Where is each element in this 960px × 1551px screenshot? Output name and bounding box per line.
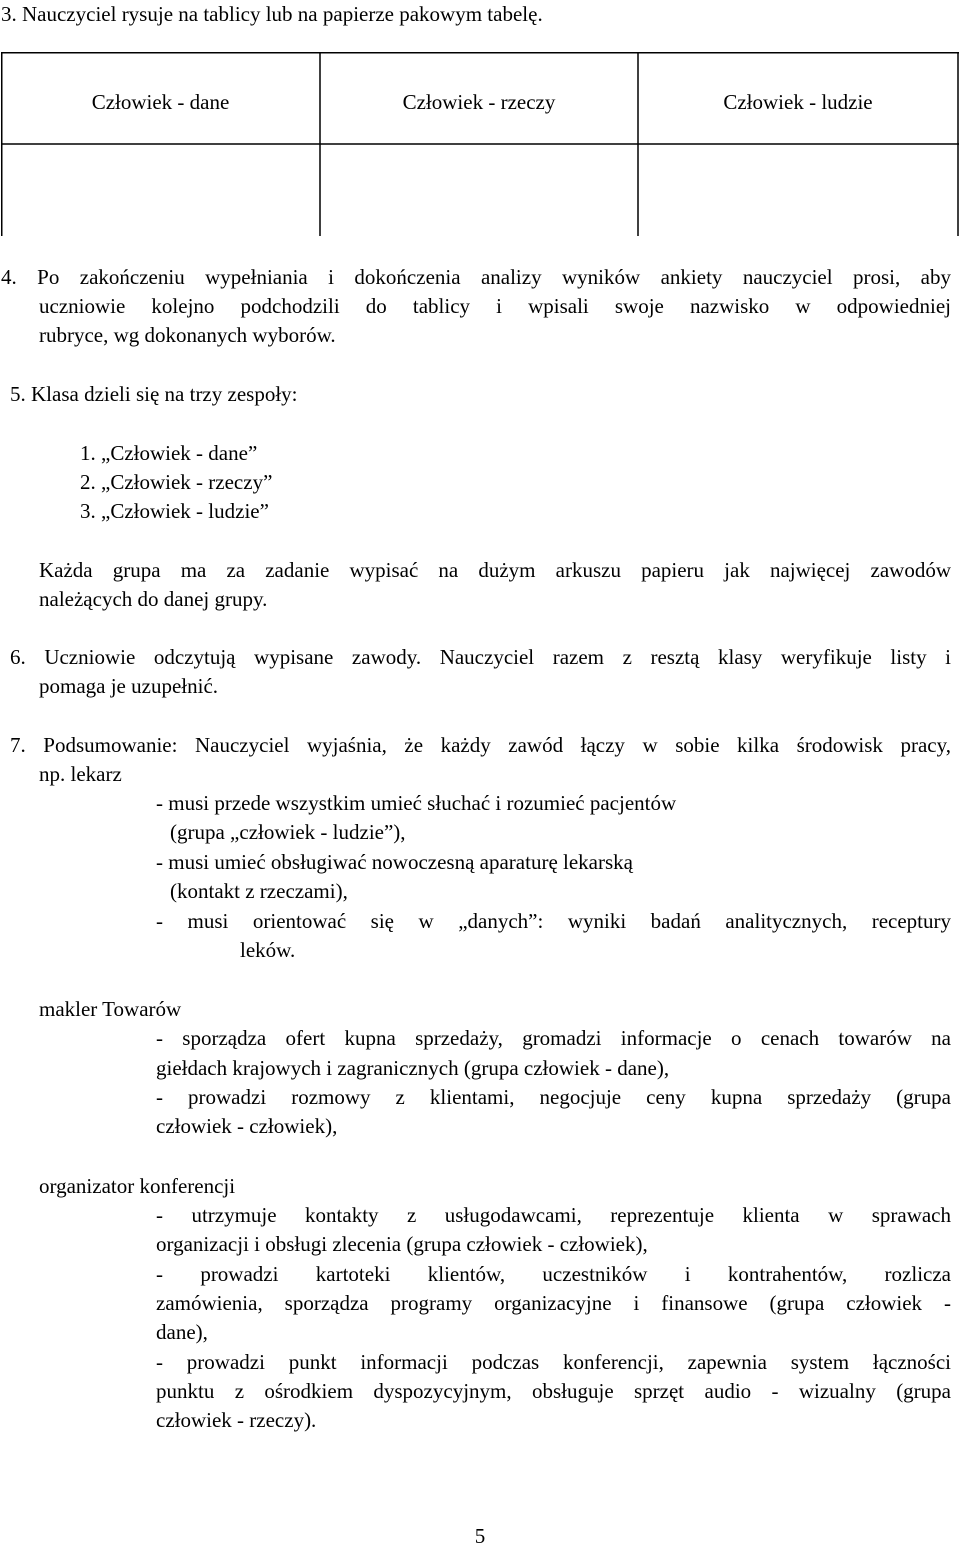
item-5-task-line-2: należących do danej grupy. — [39, 587, 268, 611]
organizator-line-7: punktu z ośrodkiem dyspozycyjnym, obsługuje sprzęt audio - wizualny (grupa — [156, 1379, 951, 1403]
lekarz-line-6: leków. — [240, 938, 296, 962]
organizator-line-3: - prowadzi kartoteki klientów, uczestników i kontrahentów, rozlicza — [156, 1262, 951, 1286]
professions-table — [1, 52, 959, 236]
organizator-line-8: człowiek - rzeczy). — [156, 1408, 317, 1432]
item-5-task-line-1: Każda grupa ma za zadanie wypisać na dużym arkuszu papieru jak najwięcej zawodów — [39, 558, 951, 582]
table-header-cell-ludzie — [638, 52, 958, 144]
lekarz-line-2: (grupa „człowiek - ludzie”), — [170, 820, 406, 844]
lekarz-line-4: (kontakt z rzeczami), — [170, 879, 348, 903]
team-3: 3. „Człowiek - ludzie” — [80, 499, 269, 523]
makler-line-1: - sporządza ofert kupna sprzedaży, gromadzi informacje o cenach towarów na — [156, 1026, 951, 1050]
organizator-line-6: - prowadzi punkt informacji podczas konferencji, zapewnia system łączności — [156, 1350, 951, 1374]
item-6-line-1: 6. Uczniowie odczytują wypisane zawody. Nauczyciel razem z resztą klasy weryfikuje listy i — [10, 645, 951, 669]
item-7-line-1: 7. Podsumowanie: Nauczyciel wyjaśnia, że każdy zawód łączy w sobie kilka środowisk pracy, — [10, 733, 951, 757]
organizator-line-5: dane), — [156, 1320, 208, 1344]
table-header-cell-rzeczy — [320, 52, 638, 144]
lekarz-line-1: - musi przede wszystkim umieć słuchać i rozumieć pacjentów — [156, 791, 677, 815]
makler-line-4: człowiek - człowiek), — [156, 1114, 338, 1138]
item-7-line-2: np. lekarz — [39, 762, 122, 786]
makler-line-2: giełdach krajowych i zagranicznych (grupa człowiek - dane), — [156, 1056, 670, 1080]
makler-title: makler Towarów — [39, 997, 182, 1021]
organizator-line-4: zamówienia, sporządza programy organizacyjne i finansowe (grupa człowiek - — [156, 1291, 951, 1315]
item-4-line-2: uczniowie kolejno podchodzili do tablicy i wpisali swoje nazwisko w odpowiedniej — [39, 294, 951, 318]
team-1: 1. „Człowiek - dane” — [80, 441, 258, 465]
lekarz-line-3: - musi umieć obsługiwać nowoczesną aparaturę lekarską — [156, 850, 633, 874]
table-header-ludzie: Człowiek - ludzie — [723, 90, 873, 114]
item-4-line-3: rubryce, wg dokonanych wyborów. — [39, 323, 336, 347]
organizator-title: organizator konferencji — [39, 1174, 236, 1198]
team-2: 2. „Człowiek - rzeczy” — [80, 470, 273, 494]
page-number: 5 — [474, 1524, 486, 1548]
table-header-cell-dane — [1, 52, 320, 144]
makler-line-3: - prowadzi rozmowy z klientami, negocjuje ceny kupna sprzedaży (grupa — [156, 1085, 951, 1109]
table-header-dane: Człowiek - dane — [91, 90, 230, 114]
item-5-intro: 5. Klasa dzieli się na trzy zespoły: — [10, 382, 298, 406]
item-3-text: 3. Nauczyciel rysuje na tablicy lub na papierze pakowym tabelę. — [1, 2, 543, 26]
item-4-line-1: 4. Po zakończeniu wypełniania i dokończenia analizy wyników ankiety nauczyciel prosi, aby — [1, 265, 951, 289]
item-6-line-2: pomaga je uzupełnić. — [39, 674, 219, 698]
organizator-line-2: organizacji i obsługi zlecenia (grupa człowiek - człowiek), — [156, 1232, 648, 1256]
lekarz-line-5: - musi orientować się w „danych”: wyniki badań analitycznych, receptury — [156, 909, 951, 933]
organizator-line-1: - utrzymuje kontakty z usługodawcami, reprezentuje klienta w sprawach — [156, 1203, 951, 1227]
table-header-rzeczy: Człowiek - rzeczy — [402, 90, 556, 114]
